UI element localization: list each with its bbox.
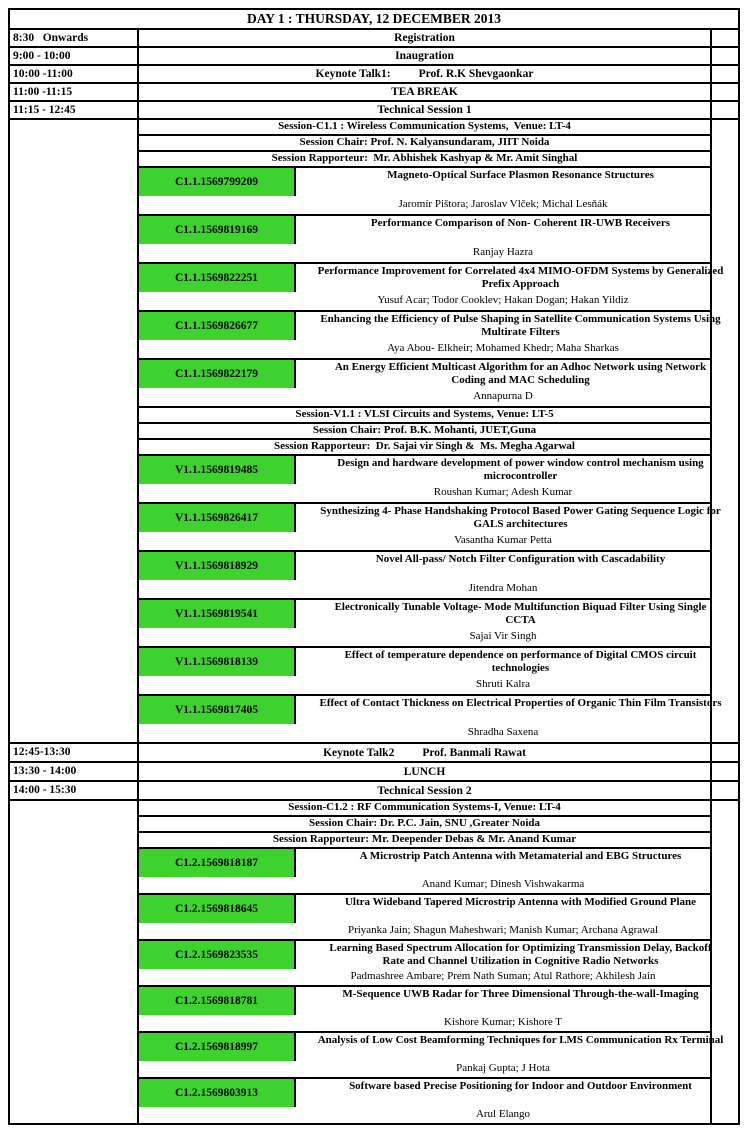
paper-title-line: Effect of Contact Thickness on Electrical Properties of Organic Thin Film Transistors — [319, 697, 722, 709]
paper-title-line: Performance Comparison of Non- Coherent IR-UWB Receivers — [370, 217, 671, 229]
paper-title-row — [139, 696, 722, 724]
paper-row — [139, 600, 710, 648]
time-cell: 14:00 - 15:30 — [10, 782, 139, 799]
paper-title-row — [139, 895, 710, 923]
paper-title-line: Software based Precise Positioning for Indoor and Outdoor Environment — [349, 1080, 692, 1092]
paper-authors: Sajai Vir Singh — [469, 630, 537, 642]
technical-session-1-area — [10, 120, 738, 744]
paper-title-row — [139, 648, 710, 676]
paper-id: C1.1.1569799209 — [139, 168, 296, 196]
paper-title — [296, 1080, 745, 1093]
paper-title-row — [139, 941, 710, 969]
paper-row — [139, 360, 710, 408]
paper-row — [139, 696, 722, 742]
session-rapporteur: Session Rapporteur: Dr. Sajai vir Singh & Ms. Megha Agarwal — [139, 440, 710, 456]
paper-row — [139, 312, 721, 360]
schedule-row — [10, 48, 738, 66]
paper-title-line: A Microstrip Patch Antenna with Metamaterial and EBG Structures — [359, 850, 682, 862]
paper-title-line: Magneto-Optical Surface Plasmon Resonance Structures — [387, 169, 654, 181]
paper-id: V1.1.1569817405 — [139, 696, 296, 724]
paper-authors: Priyanka Jain; Shagun Maheshwari; Manish Kumar; Archana Agrawal — [347, 924, 659, 936]
paper-title — [296, 457, 745, 483]
technical-session-2-area — [10, 801, 738, 1123]
event-cell: LUNCH — [139, 763, 712, 780]
paper-title-line: Multirate Filters — [481, 326, 560, 338]
paper-title-line: An Energy Efficient Multicast Algorithm for an Adhoc Network using Network — [334, 361, 707, 373]
event-cell: Registration — [139, 30, 712, 46]
conference-schedule-table — [8, 8, 740, 1125]
paper-row — [139, 895, 710, 941]
paper-title-row — [139, 987, 710, 1015]
paper-title — [296, 942, 745, 968]
session-rapporteur: Session Rapporteur: Mr. Abhishek Kashyap & Mr. Amit Singhal — [139, 152, 710, 168]
time-cell: 8:30 Onwards — [10, 30, 139, 46]
empty-time-cell — [10, 801, 139, 1123]
paper-row — [139, 1079, 710, 1123]
paper-title — [296, 169, 745, 182]
paper-title — [296, 988, 745, 1001]
paper-title-line: Design and hardware development of power window control mechanism using — [337, 457, 704, 469]
paper-authors: Roushan Kumar; Adesh Kumar — [433, 486, 573, 498]
paper-title-line: Performance Improvement for Correlated 4x4 MIMO-OFDM Systems by Generalized — [317, 265, 724, 277]
paper-row — [139, 941, 710, 987]
paper-title-row — [139, 1033, 724, 1061]
paper-title — [296, 697, 745, 710]
spacer-cell — [712, 744, 738, 761]
paper-row — [139, 1033, 724, 1079]
paper-title-row — [139, 264, 724, 292]
paper-id: C1.1.1569822251 — [139, 264, 296, 292]
paper-id: C1.1.1569822179 — [139, 360, 296, 388]
paper-authors: Ranjay Hazra — [472, 246, 534, 258]
paper-title — [296, 601, 745, 627]
paper-authors: Anand Kumar; Dinesh Vishwakarma — [421, 878, 585, 890]
paper-title-line: Effect of temperature dependence on performance of Digital CMOS circuit — [344, 649, 697, 661]
keynote-label: Keynote Talk2 — [323, 746, 395, 759]
spacer-cell — [712, 102, 738, 118]
session-column — [139, 801, 724, 1123]
paper-title-line: technologies — [491, 662, 550, 674]
paper-row — [139, 849, 710, 895]
paper-title-line: Electronically Tunable Voltage- Mode Multifunction Biquad Filter Using Single — [334, 601, 707, 613]
paper-title-row — [139, 312, 721, 340]
paper-title — [296, 649, 745, 675]
paper-authors: Annapurna D — [473, 390, 533, 402]
keynote-label: Keynote Talk1: — [315, 68, 391, 80]
paper-row — [139, 648, 710, 696]
paper-title-row — [139, 849, 710, 877]
paper-authors: Padmashree Ambare; Prem Nath Suman; Atul Rathore; Akhilesh Jain — [350, 970, 656, 982]
time-cell: 12:45-13:30 — [10, 744, 139, 761]
paper-id: V1.1.1569818139 — [139, 648, 296, 676]
paper-title-row — [139, 216, 710, 244]
event-cell: Technical Session 1 — [139, 102, 712, 118]
paper-row — [139, 168, 710, 216]
paper-authors: Shruti Kalra — [475, 678, 531, 690]
spacer-cell — [712, 84, 738, 100]
paper-authors: Arul Elango — [475, 1108, 531, 1120]
paper-title-row — [139, 600, 710, 628]
schedule-row — [10, 66, 738, 84]
paper-id: V1.1.1569819541 — [139, 600, 296, 628]
paper-title — [296, 553, 745, 566]
paper-title — [296, 505, 745, 531]
paper-title-row — [139, 360, 710, 388]
paper-id: C1.1.1569819169 — [139, 216, 296, 244]
keynote-speaker: Prof. Banmali Rawat — [422, 746, 526, 759]
session-name: Session-C1.2 : RF Communication Systems-I, Venue: LT-4 — [139, 801, 710, 817]
paper-id: C1.2.1569818187 — [139, 849, 296, 877]
day-header-row — [10, 10, 738, 30]
paper-title-line: microcontroller — [483, 470, 558, 482]
paper-title-row — [139, 1079, 710, 1107]
paper-authors: Vasantha Kumar Petta — [454, 534, 552, 546]
time-cell: 13:30 - 14:00 — [10, 763, 139, 780]
paper-title-row — [139, 456, 710, 484]
event-cell: Inaugration — [139, 48, 712, 64]
spacer-cell — [712, 763, 738, 780]
session-column — [139, 120, 724, 742]
schedule-row — [10, 763, 738, 782]
event-cell: Technical Session 2 — [139, 782, 712, 799]
paper-row — [139, 216, 710, 264]
paper-authors: Aya Abou- Elkheir; Mohamed Khedr; Maha Sharkas — [387, 342, 619, 354]
paper-id: C1.2.1569803913 — [139, 1079, 296, 1107]
paper-authors: Pankaj Gupta; J Hota — [456, 1062, 550, 1074]
paper-title-line: Analysis of Low Cost Beamforming Techniques for LMS Communication Rx Terminal — [317, 1034, 724, 1046]
paper-id: C1.2.1569818781 — [139, 987, 296, 1015]
paper-title-line: CCTA — [505, 614, 536, 626]
paper-row — [139, 504, 721, 552]
paper-id: C1.2.1569818997 — [139, 1033, 296, 1061]
paper-title-line: M-Sequence UWB Radar for Three Dimensional Through-the-wall-Imaging — [342, 988, 699, 1000]
session-name: Session-V1.1 : VLSI Circuits and Systems, Venue: LT-5 — [139, 408, 710, 424]
schedule-row — [10, 102, 738, 120]
paper-title — [296, 896, 745, 909]
paper-id: C1.2.1569818645 — [139, 895, 296, 923]
page-title: DAY 1 : THURSDAY, 12 DECEMBER 2013 — [247, 11, 501, 26]
session-rapporteur: Session Rapporteur: Mr. Deepender Debas & Mr. Anand Kumar — [139, 833, 710, 849]
spacer-cell — [712, 30, 738, 46]
paper-title — [296, 313, 745, 339]
paper-authors: Yusuf Acar; Todor Cooklev; Hakan Dogan; Hakan Yildiz — [377, 294, 629, 306]
time-cell: 10:00 -11:00 — [10, 66, 139, 82]
schedule-row — [10, 84, 738, 102]
paper-title — [296, 850, 745, 863]
paper-title-line: Novel All-pass/ Notch Filter Configuration with Cascadability — [375, 553, 666, 565]
paper-title-line: GALS architectures — [473, 518, 568, 530]
event-cell: TEA BREAK — [139, 84, 712, 100]
paper-id: V1.1.1569818929 — [139, 552, 296, 580]
event-cell — [139, 744, 712, 761]
session-chair: Session Chair: Prof. B.K. Mohanti, JUET,Guna — [139, 424, 710, 440]
paper-title-line: Prefix Approach — [481, 278, 560, 290]
session-chair: Session Chair: Dr. P.C. Jain, SNU ,Greater Noida — [139, 817, 710, 833]
spacer-cell — [712, 782, 738, 799]
paper-title — [296, 1034, 745, 1047]
paper-title-row — [139, 504, 721, 532]
paper-title-line: Synthesizing 4- Phase Handshaking Protocol Based Power Gating Sequence Logic for — [320, 505, 721, 517]
time-cell: 9:00 - 10:00 — [10, 48, 139, 64]
session-chair: Session Chair: Prof. N. Kalyansundaram, JIIT Noida — [139, 136, 710, 152]
spacer-cell — [712, 66, 738, 82]
paper-title-row — [139, 552, 710, 580]
paper-id: C1.1.1569826677 — [139, 312, 296, 340]
paper-title-row — [139, 168, 710, 196]
paper-title-line: Coding and MAC Scheduling — [451, 374, 590, 386]
paper-title — [296, 217, 745, 230]
paper-authors: Shradha Saxena — [467, 726, 539, 738]
paper-id: C1.2.1569823535 — [139, 941, 296, 969]
empty-time-cell — [10, 120, 139, 742]
top-schedule-rows — [10, 30, 738, 120]
paper-id: V1.1.1569819485 — [139, 456, 296, 484]
session-name: Session-C1.1 : Wireless Communication Systems, Venue: LT-4 — [139, 120, 710, 136]
paper-title-line: Ultra Wideband Tapered Microstrip Antenna with Modified Ground Plane — [344, 896, 697, 908]
spacer-cell — [712, 48, 738, 64]
mid-schedule-rows — [10, 744, 738, 801]
time-cell: 11:15 - 12:45 — [10, 102, 139, 118]
paper-row — [139, 987, 710, 1033]
paper-title — [296, 361, 745, 387]
paper-title-line: Enhancing the Efficiency of Pulse Shaping in Satellite Communication Systems Using — [320, 313, 721, 325]
paper-title-line: Learning Based Spectrum Allocation for Optimizing Transmission Delay, Backoff — [329, 942, 712, 954]
paper-id: V1.1.1569826417 — [139, 504, 296, 532]
paper-authors: Kishore Kumar; Kishore T — [443, 1016, 563, 1028]
schedule-row — [10, 782, 738, 801]
schedule-row — [10, 744, 738, 763]
paper-row — [139, 264, 724, 312]
paper-authors: Jitendra Mohan — [468, 582, 538, 594]
paper-authors: Jaromír Pištora; Jaroslav Vlček; Michal Lesňák — [398, 198, 608, 210]
paper-row — [139, 552, 710, 600]
paper-title-line: Rate and Channel Utilization in Cognitive Radio Networks — [382, 955, 659, 967]
time-cell: 11:00 -11:15 — [10, 84, 139, 100]
event-cell — [139, 66, 712, 82]
paper-row — [139, 456, 710, 504]
paper-title — [296, 265, 745, 291]
keynote-speaker: Prof. R.K Shevgaonkar — [418, 68, 534, 80]
schedule-row — [10, 30, 738, 48]
